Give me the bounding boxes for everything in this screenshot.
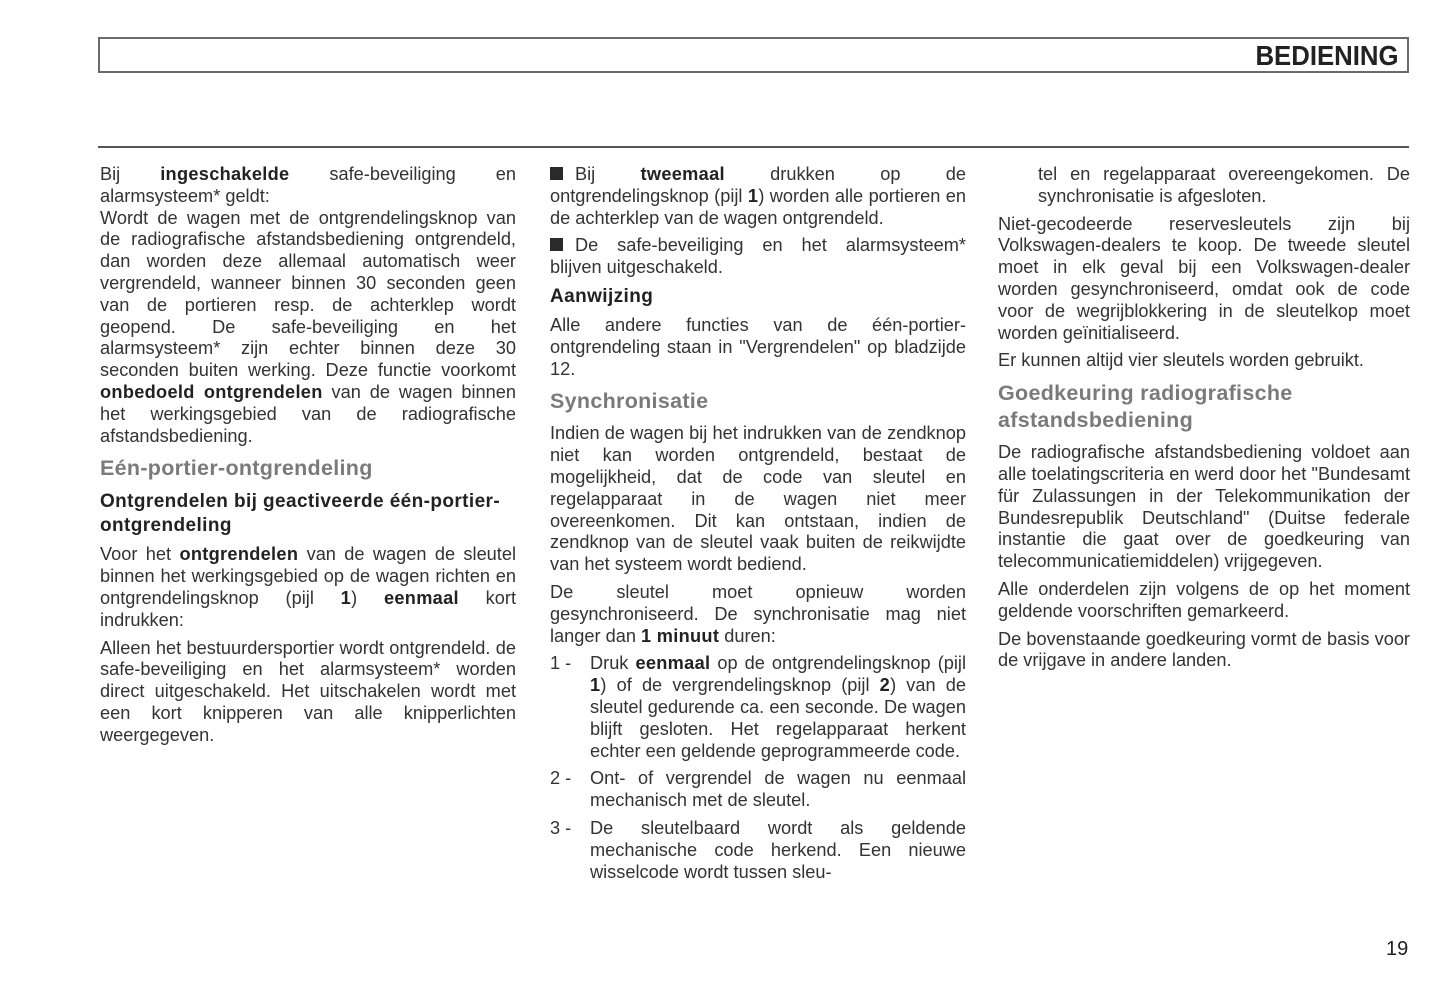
bullet-item: Bij tweemaal drukken op de ontgrendelingsknop (pijl 1) worden alle portieren en de achterklep van de wagen ontgrendeld. [550,164,966,228]
note-heading: Aanwijzing [550,285,654,307]
square-bullet-icon [550,167,563,180]
paragraph: De sleutel moet opnieuw worden gesynchroniseerd. De synchronisatie mag niet langer dan 1 minuut duren: [550,581,966,646]
paragraph: Alleen het bestuurdersportier wordt ontgrendeld. de safe-beveiliging en het alarmsysteem* worden direct uitgeschakeld. Het uitschakelen wordt met een kort knipperen van alle knipperlichten weergegeven. [100,637,516,745]
bullet-item: De safe-beveiliging en het alarmsysteem* blijven uitgeschakeld. [550,235,966,278]
section-heading: Goedkeuring radiografische afstandsbediening [998,381,1293,433]
column-2 [550,164,966,889]
sub-heading: Ontgrendelen bij geactiveerde één-portier-ontgrendeling [100,491,501,537]
square-bullet-icon [550,238,563,251]
step-text: De sleutelbaard wordt als geldende mechanische code herkend. Een nieuwe wisselcode wordt tussen sleu- [590,817,966,882]
section-heading: Eén-portier-ontgrendeling [100,456,373,481]
section-heading: Synchronisatie [550,389,709,414]
step-item [550,818,966,883]
paragraph: Alle onderdelen zijn volgens de op het moment geldende voorschriften gemarkeerd. [998,578,1410,621]
step-text: Ont- of vergrendel de wagen nu eenmaal mechanisch met de sleutel. [590,768,966,811]
step-text: Druk eenmaal op de ontgrendelingsknop (pijl 1) of de vergrendelingsknop (pijl 2) van de sleutel gedurende ca. een seconde. De wagen blijft gesloten. Het regelapparaat herkent echter een geldende geprogrammeerde code. [590,653,967,761]
step-number: 3 - [550,817,572,838]
section-header-box [98,37,1409,73]
section-title: BEDIENING [1255,40,1399,71]
step-number: 1 - [550,653,572,674]
paragraph: Niet-gecodeerde reservesleutels zijn bij Volkswagen-dealers te koop. De tweede sleutel moet in elk geval bij een Volkswagen-dealer worden gesynchroniseerd, omdat ook de code voor de wegrijblokkering in de sleutelkop moet worden geïnitialiseerd. [998,213,1410,343]
step-item [550,768,966,812]
paragraph: Indien de wagen bij het indrukken van de zendknop niet kan worden ontgrendeld, bestaat de mogelijkheid, dat de code van sleutel en regelapparaat in de wagen niet meer overeenkomen. Dit kan ontstaan, indien de zendknop van de sleutel vaak buiten de reikwijdte van het systeem wordt bediend. [550,423,966,575]
paragraph: Bij ingeschakelde safe-beveiliging en alarmsysteem* geldt: Wordt de wagen met de ontgrendelingsknop van de radiografische afstandsbediening ontgrendeld, dan worden deze allemaal automatisch weer vergrendeld, wanneer binnen 30 seconden geen van de portieren resp. de achterklep wordt geopend. De safe-beveiliging en het alarmsysteem* zijn echter binnen deze 30 seconden buiten werking. Deze functie voorkomt onbedoeld ontgrendelen van de wagen binnen het werkingsgebied van de radiografische afstandsbediening. [100,164,516,446]
page-number: 19 [1386,938,1409,960]
step-number: 2 - [550,768,572,789]
column-3 [998,164,1410,678]
paragraph: Voor het ontgrendelen van de wagen de sleutel binnen het werkingsgebied op de wagen richten en ontgrendelingsknop (pijl 1) eenmaal kort indrukken: [100,544,517,630]
horizontal-rule [98,146,1409,148]
step-item [550,653,966,762]
paragraph: Er kunnen altijd vier sleutels worden gebruikt. [998,350,1364,371]
column-1 [100,164,516,753]
step-continuation: tel en regelapparaat overeengekomen. De synchronisatie is afgesloten. [1038,164,1410,206]
note-text: Alle andere functies van de één-portier-ontgrendeling staan in "Vergrendelen" op bladzijde 12. [550,314,966,379]
paragraph: De radiografische afstandsbediening voldoet aan alle toelatingscriteria en werd door het "Bundesamt für Zulassungen in der Telekommunikation der Bundesrepublik Deutschland" (Duitse federale instantie die gaat over de goedkeuring van telecommunicatiemiddelen) vrijgegeven. [998,442,1410,572]
paragraph: De bovenstaande goedkeuring vormt de basis voor de vrijgave in andere landen. [998,628,1410,671]
